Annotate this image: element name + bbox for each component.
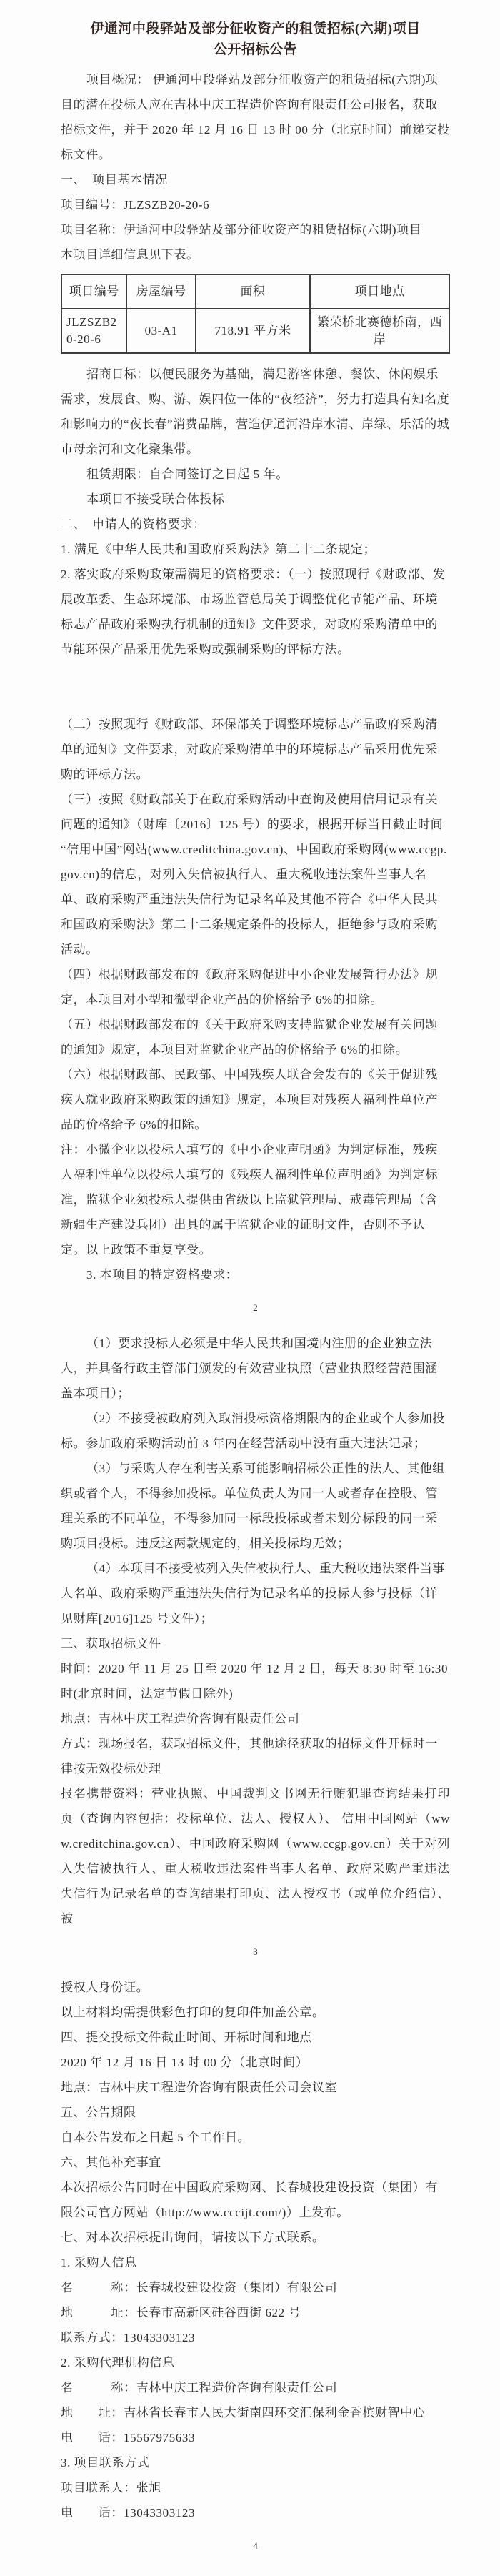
paragraph: 本次招标公告同时在中国政府采购网、长春城投建设投资（集团）有限公司官方网站（http://www.cccijt.com/)）上发布。 — [61, 2181, 438, 2219]
paragraph: 项目编号：JLZSZB20-20-6 — [61, 198, 210, 212]
paragraph: （四）根据财政部发布的《政府采购促进中小企业发展暂行办法》规定，本项目对小型和微型企业产品的价格给予 6%的扣除。 — [61, 968, 438, 1006]
paragraph: 电 话：15567975633 — [61, 2431, 196, 2444]
table-cell: JLZSZB20-20-6 — [61, 309, 126, 353]
table-cell: 03-A1 — [126, 309, 195, 353]
paragraph: 授权人身份证。 — [61, 1981, 149, 1994]
paragraph: （1）要求投标人必须是中华人民共和国境内注册的企业独立法人，并具备行政主管部门颁发的有效营业执照（营业执照经营范围涵盖本项目）； — [61, 1337, 438, 1400]
page-number: 4 — [253, 2540, 258, 2551]
section-heading: 六、其他补充事宜 — [61, 2156, 161, 2169]
paragraph: 时间：2020 年 11 月 25 日至 2020 年 12 月 2 日，每天 8:30 时至 16:30 时(北京时间，法定节假日除外) — [61, 1662, 449, 1700]
table-header-cell: 房屋编号 — [126, 274, 195, 309]
paragraph: 地 址：吉林省长春市人民大街南四环交汇保利金香槟财智中心 — [61, 2406, 426, 2419]
paragraph: 电 话：13043303123 — [61, 2506, 196, 2520]
page-number: 3 — [253, 1946, 258, 1957]
table-header-row — [61, 274, 449, 309]
table-header-cell: 面积 — [196, 274, 310, 309]
section-heading: 一、 项目基本情况 — [61, 173, 168, 187]
paragraph: 注：小微企业以投标人填写的《中小企业声明函》为判定标准，残疾人福利性单位以投标人填写的《残疾人福利性单位声明函》为判定标准，监狱企业须投标人提供由省级以上监狱管理局、戒毒管理局（含新疆生产建设兵团）出具的属于监狱企业的证明文件，否则不予认定。以上政策不重复享受。 — [61, 1143, 438, 1257]
paragraph: 以上材料均需提供彩色打印的复印件加盖公章。 — [61, 2006, 325, 2019]
section-heading: 五、公告期限 — [61, 2106, 136, 2119]
document-body — [61, 67, 450, 2557]
paragraph: （五）根据财政部发布的《关于政府采购支持监狱企业发展有关问题的通知》规定，本项目对监狱企业产品的价格给予 6%的扣除。 — [61, 1018, 438, 1056]
paragraph: 联系方式：13043303123 — [61, 2331, 196, 2344]
table-header-cell: 项目地点 — [310, 274, 449, 309]
paragraph: 名 称：长春城投建设投资（集团）有限公司 — [61, 2281, 338, 2294]
table-cell: 繁荣桥北赛德桥南，西岸 — [310, 309, 449, 353]
paragraph: 1. 采购人信息 — [61, 2256, 137, 2269]
paragraph: 自本公告发布之日起 5 个工作日。 — [61, 2131, 251, 2144]
paragraph: （3）与采购人存在利害关系可能影响招标公正性的法人、其他组织或者个人，不得参加投标。单位负责人为同一人或者存在控股、管理关系的不同单位，不得参加同一标段投标或者未划分标段的同一采购项目投标。违反这两款规定的，相关投标均无效； — [61, 1462, 445, 1550]
doc-title-line1: 伊通河中段驿站及部分征收资产的租赁招标(六期)项目 — [90, 21, 421, 36]
paragraph: 方式：现场报名，获取招标文件，其他途径获取的招标文件开标时一律按无效投标处理 — [61, 1737, 438, 1775]
paragraph: 2. 落实政府采购政策需满足的资格要求：（一）按照现行《财政部、发展改革委、生态环境部、市场监管总局关于调整优化节能产品、环境标志产品政府采购执行机制的通知》文件要求，对政府采购清单中的节能环保产品采用优先采购或强制采购的评标方法。 — [61, 568, 446, 656]
paragraph: 招商目标：以便民服务为基础，满足游客休憩、餐饮、休闲娱乐需求，发展食、购、游、娱四位一体的“夜经济”，努力打造具有知名度和影响力的“夜长春”消费品牌，营造伊通河沿岸水清、岸绿、乐活的城市母亲河和文化聚集带。 — [61, 367, 450, 456]
paragraph: 地点：吉林中庆工程造价咨询有限责任公司 — [61, 1712, 300, 1725]
paragraph: 3. 本项目的特定资格要求： — [86, 1268, 239, 1282]
paragraph: 名 称：吉林中庆工程造价咨询有限责任公司 — [61, 2381, 338, 2394]
paragraph: （三）按照《财政部关于在政府采购活动中查询及使用信用记录有关问题的通知》（财库〔2016〕125 号）的要求，根据开标当日截止时间“信用中国”网站(www.creditchina.gov.cn)、中国政府采购网(www.ccgp.gov.cn)的信息，对列入失信被执行人、重大税收违法案件当事人名单、政府采购严重违法失信行为记录名单及其他不符合《中华人民共和国政府采购法》第二十二条规定条件的投标人，拒绝参与政府采购活动。 — [61, 793, 447, 956]
paragraph: 地点：吉林中庆工程造价咨询有限责任公司会议室 — [61, 2081, 338, 2094]
paragraph: 1. 满足《中华人民共和国政府采购法》第二十二条规定； — [61, 543, 376, 556]
paragraph: 本项目详细信息见下表。 — [61, 248, 199, 262]
paragraph: 项目联系人：张旭 — [61, 2481, 161, 2495]
table-row — [61, 309, 449, 353]
paragraph: （六）根据财政部、民政部、中国残疾人联合会发布的《关于促进残疾人就业政府采购政策的通知》规定，本项目对残疾人福利性单位产品的价格给予 6%的扣除。 — [61, 1068, 438, 1131]
paragraph: 2020 年 12 月 16 日 13 时 00 分（北京时间） — [61, 2056, 309, 2069]
doc-title-line2: 公开招标公告 — [213, 42, 297, 57]
paragraph: （2）不接受被政府列入取消投标资格期限内的企业或个人参加投标。参加政府采购活动前 3 年内在经营活动中没有重大违法记录； — [61, 1412, 445, 1450]
paragraph: （二）按照现行《财政部、环保部关于调整环境标志产品政府采购清单的通知》文件要求，对政府采购清单中的环境标志产品采用优先采购的评标方法。 — [61, 718, 438, 781]
paragraph: 2. 采购代理机构信息 — [61, 2356, 175, 2369]
section-heading: 三、获取招标文件 — [61, 1637, 161, 1650]
page-number: 2 — [253, 1302, 258, 1313]
section-heading: 七、对本次招标提出询问，请按以下方式联系。 — [61, 2231, 325, 2244]
document-title — [61, 19, 450, 60]
table-header-cell: 项目编号 — [61, 274, 126, 309]
paragraph: 报名携带资料：营业执照、中国裁判文书网无行贿犯罪查询结果打印页（查询内容包括：投标单位、法人、授权人）、 信用中国网站（www.creditchina.gov.cn）、中国政府采购网（www.ccgp.gov.cn）关于对列入失信被执行人、重大税收违法案件当事人名单、政府采购严重违法失信行为记录名单的查询结果打印页、法人授权书（或单位介绍信）、被 — [61, 1787, 450, 1926]
paragraph: 租赁期限：自合同签订之日起 5 年。 — [86, 467, 289, 481]
paragraph: 项目概况： 伊通河中段驿站及部分征收资产的租赁招标(六期)项目的潜在投标人应在吉林中庆工程造价咨询有限责任公司报名，获取招标文件，并于 2020 年 12 月 16 日 13 时 00 分（北京时间）前递交投标文件。 — [61, 73, 450, 162]
table-cell: 718.91 平方米 — [196, 309, 310, 353]
project-info-table — [61, 274, 450, 354]
paragraph: 项目名称：伊通河中段驿站及部分征收资产的租赁招标(六期)项目 — [61, 223, 422, 237]
paragraph: 3. 项目联系方式 — [61, 2456, 150, 2470]
paragraph: （4）本项目不接受被列入失信被执行人、重大税收违法案件当事人名单、政府采购严重违法失信行为记录名单的投标人参与投标（详见财库[2016]125 号文件）； — [61, 1562, 445, 1625]
paragraph: 地 址：长春市高新区硅谷西街 622 号 — [61, 2306, 301, 2319]
paragraph: 本项目不接受联合体投标 — [86, 492, 225, 506]
section-heading: 二、 申请人的资格要求： — [61, 517, 206, 531]
blank-gap — [61, 662, 450, 712]
section-heading: 四、提交投标文件截止时间、开标时间和地点 — [61, 2031, 312, 2044]
